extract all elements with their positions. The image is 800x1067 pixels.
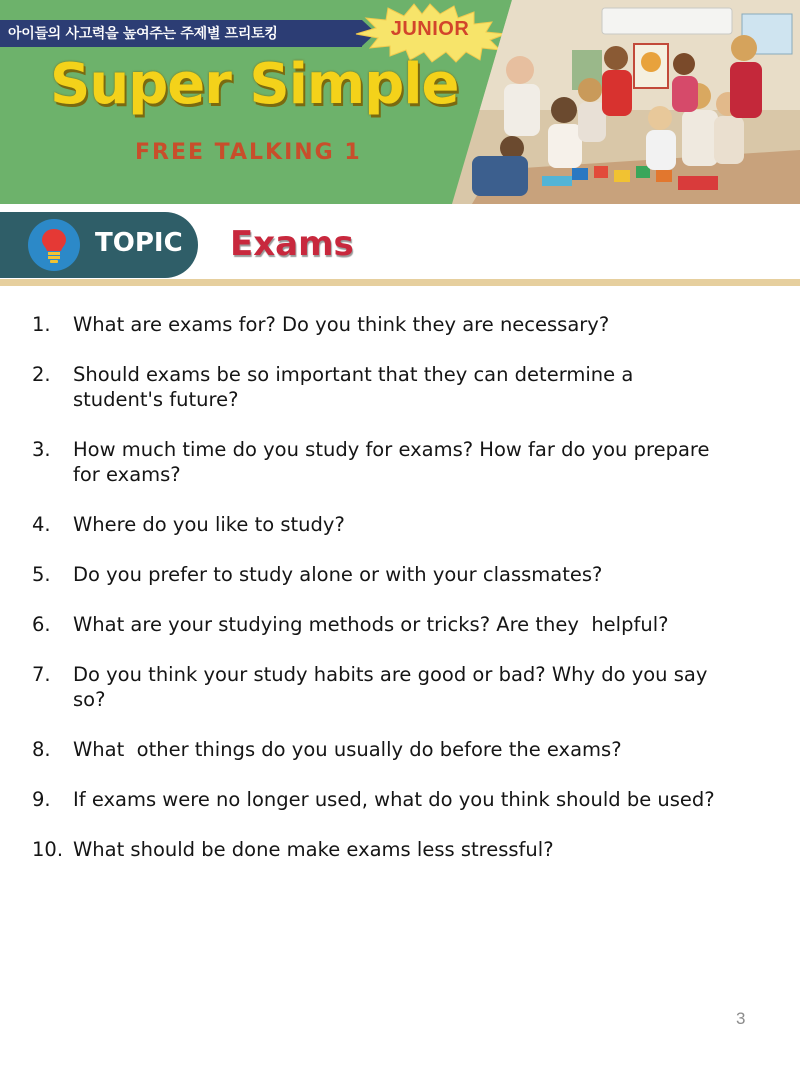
question-number: 4. xyxy=(32,513,51,536)
question-text: Should exams be so important that they can determine a student's future? xyxy=(73,363,634,411)
lightbulb-icon xyxy=(28,219,80,271)
divider xyxy=(0,279,800,286)
question-number: 10. xyxy=(32,838,64,861)
list-item xyxy=(0,362,800,412)
question-text: What other things do you usually do before the exams? xyxy=(73,738,622,761)
list-item xyxy=(0,562,800,587)
page-title: Exams xyxy=(230,224,354,264)
question-number: 5. xyxy=(32,563,51,586)
question-number: 2. xyxy=(32,363,51,386)
brand-subtitle: FREE TALKING 1 xyxy=(135,140,362,165)
list-item xyxy=(0,437,800,487)
tagline-bar xyxy=(0,20,362,47)
question-text: What are your studying methods or tricks? Are they helpful? xyxy=(73,613,669,636)
tagline-text: 아이들의 사고력을 높여주는 주제별 프리토킹 xyxy=(8,26,278,42)
question-number: 7. xyxy=(32,663,51,686)
question-text: Where do you like to study? xyxy=(73,513,345,536)
question-list xyxy=(0,312,800,887)
list-item xyxy=(0,737,800,762)
junior-badge-text: JUNIOR xyxy=(390,18,470,40)
question-number: 6. xyxy=(32,613,51,636)
list-item xyxy=(0,612,800,637)
list-item xyxy=(0,312,800,337)
question-text: What should be done make exams less stressful? xyxy=(73,838,554,861)
list-item xyxy=(0,512,800,537)
header-banner xyxy=(0,0,800,204)
question-text: If exams were no longer used, what do you think should be used? xyxy=(73,788,715,811)
question-text: Do you think your study habits are good or bad? Why do you say so? xyxy=(73,663,708,711)
question-text: Do you prefer to study alone or with your classmates? xyxy=(73,563,603,586)
brand-title: Super Simple xyxy=(50,52,459,117)
page-number: 3 xyxy=(736,1009,746,1028)
question-number: 8. xyxy=(32,738,51,761)
list-item xyxy=(0,662,800,712)
question-number: 1. xyxy=(32,313,51,336)
topic-label: TOPIC xyxy=(95,228,183,258)
question-number: 3. xyxy=(32,438,51,461)
question-text: What are exams for? Do you think they are necessary? xyxy=(73,313,610,336)
classroom-children-photo xyxy=(452,0,800,204)
list-item xyxy=(0,787,800,812)
question-text: How much time do you study for exams? How far do you prepare for exams? xyxy=(73,438,710,486)
list-item xyxy=(0,837,800,862)
question-number: 9. xyxy=(32,788,51,811)
